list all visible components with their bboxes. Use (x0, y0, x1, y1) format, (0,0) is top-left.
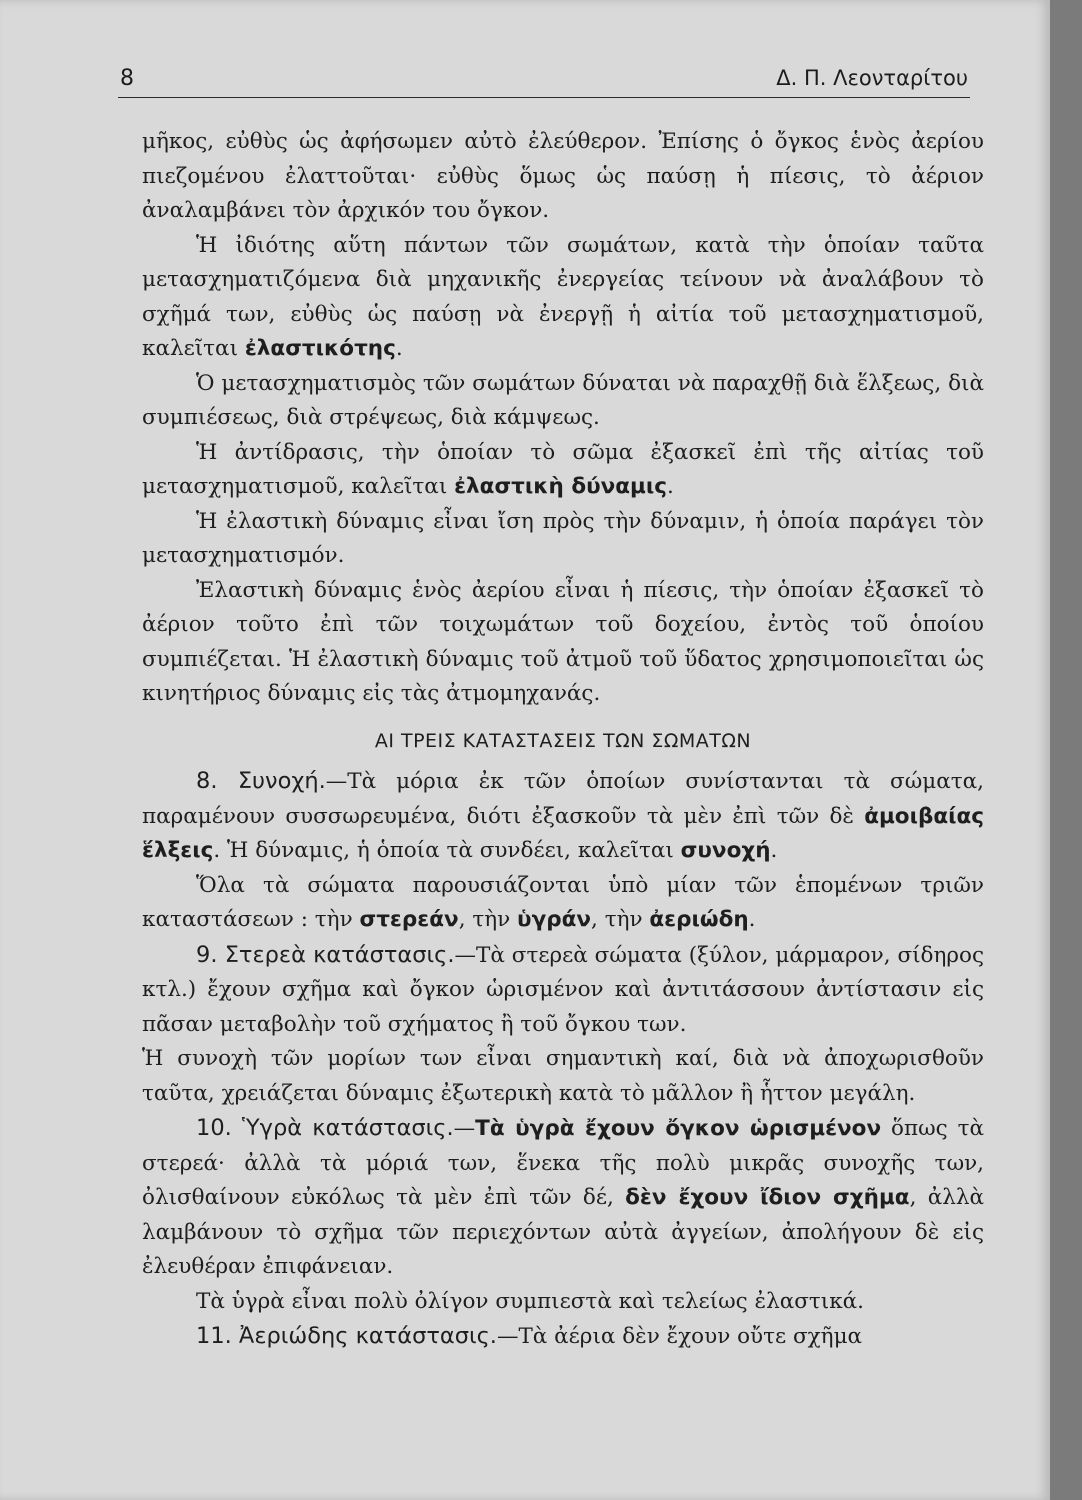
section-10: 10. Ὑγρὰ κατάστασις.—Τὰ ὑγρὰ ἔχουν ὄγκον ὡρισμένον ὅπως τὰ στερεά· ἀλλὰ τὰ μόριά των, ἕνεκα τῆς πολὺ μικρᾶς συνοχῆς των, ὀλισθαίνουν εὐκόλως τὰ μὲν ἐπὶ τῶν δέ, δὲν ἔχουν ἴδιον σχῆμα, ἀλλὰ λαμβάνουν τὸ σχῆμα τῶν περιεχόντων αὐτὰ ἀγγείων, ἀπολήγουν δὲ εἰς ἐλευθέραν ἐπιφάνειαν. (142, 1115, 984, 1279)
section-11: 11. Ἀεριώδης κατάστασις.—Τὰ ἀέρια δὲν ἔχουν οὔτε σχῆμα (196, 1323, 863, 1349)
paragraph: Ὁ μετασχηματισμὸς τῶν σωμάτων δύναται νὰ παραχθῇ διὰ ἕλξεως, διὰ συμπιέσεως, διὰ στρέψεως, διὰ κάμψεως. (142, 370, 984, 430)
running-head: Δ. Π. Λεονταρίτου (776, 66, 968, 90)
header-rule (118, 97, 970, 98)
page-header (118, 60, 968, 98)
paragraph: Ἐλαστικὴ δύναμις ἑνὸς ἀερίου εἶναι ἡ πίεσις, τὴν ὁποίαν ἐξασκεῖ τὸ ἀέριον τοῦτο ἐπὶ τῶν τοιχωμάτων τοῦ δοχείου, ἐντὸς τοῦ ὁποίου συμπιέζεται. Ἡ ἐλαστικὴ δύναμις τοῦ ἀτμοῦ τοῦ ὕδατος χρησιμοποιεῖται ὡς κινητήριος δύναμις εἰς τὰς ἀτμομηχανάς. (142, 577, 984, 706)
term-bold: ἐλαστικὴ δύναμις (454, 474, 667, 499)
section-8-heading: 8. Συνοχή. (196, 768, 326, 794)
paragraph: μῆκος, εὐθὺς ὡς ἀφήσωμεν αὐτὸ ἐλεύθερον. Ἐπίσης ὁ ὄγκος ἑνὸς ἀερίου πιεζομένου ἐλαττοῦται· εὐθὺς ὅμως ὡς παύσῃ ἡ πίεσις, τὸ ἀέριον ἀναλαμβάνει τὸν ἀρχικόν του ὄγκον. (142, 129, 984, 223)
paragraph: Ἡ ἀντίδρασις, τὴν ὁποίαν τὸ σῶμα ἐξασκεῖ ἐπὶ τῆς αἰτίας τοῦ μετασχηματισμοῦ, καλεῖται ἐλαστικὴ δύναμις. (142, 439, 984, 499)
page-number: 8 (120, 66, 134, 91)
paragraph: Ἡ ἐλαστικὴ δύναμις εἶναι ἴση πρὸς τὴν δύναμιν, ἡ ὁποία παράγει τὸν μετασχηματισμόν. (142, 508, 984, 568)
section-10-heading: 10. Ὑγρὰ κατάστασις. (196, 1115, 454, 1141)
paragraph: Τὰ ὑγρὰ εἶναι πολὺ ὀλίγον συμπιεστὰ καὶ τελείως ἐλαστικά. (196, 1288, 865, 1314)
paragraph: Ἡ ἰδιότης αὕτη πάντων τῶν σωμάτων, κατὰ τὴν ὁποίαν ταῦτα μετασχηματιζόμενα διὰ μηχανικῆς ἐνεργείας τείνουν νὰ ἀναλάβουν τὸ σχῆμά των, εὐθὺς ὡς παύσῃ νὰ ἐνεργῇ ἡ αἰτία τοῦ μετασχηματισμοῦ, καλεῖται ἐλαστικότης. (142, 232, 984, 361)
section-9: 9. Στερεὰ κατάστασις.—Τὰ στερεὰ σώματα (ξύλον, μάρμαρον, σίδηρος κτλ.) ἔχουν σχῆμα καὶ ὄγκον ὡρισμένον καὶ ἀντιτάσσουν ἀντίστασιν εἰς πᾶσαν μεταβολὴν τοῦ σχήματος ἢ τοῦ ὄγκου των. (142, 941, 984, 1037)
paragraph: Ἡ συνοχὴ τῶν μορίων των εἶναι σημαντικὴ καί, διὰ νὰ ἀποχωρισθοῦν ταῦτα, χρειάζεται δύναμις ἐξωτερικὴ κατὰ τὸ μᾶλλον ἢ ἧττον μεγάλη. (142, 1046, 984, 1106)
section-11-heading: 11. Ἀεριώδης κατάστασις. (196, 1323, 497, 1349)
section-8: 8. Συνοχή.—Τὰ μόρια ἐκ τῶν ὁποίων συνίστανται τὰ σώματα, παραμένουν συσσωρευμένα, διότι ἐξασκοῦν τὰ μὲν ἐπὶ τῶν δὲ ἀμοιβαίας ἕλξεις. Ἡ δύναμις, ἡ ὁποία τὰ συνδέει, καλεῖται συνοχή. (142, 768, 984, 863)
body-text (142, 125, 984, 1355)
paragraph: Ὅλα τὰ σώματα παρουσιάζονται ὑπὸ μίαν τῶν ἑπομένων τριῶν καταστάσεων : τὴν στερεάν, τὴν ὑγράν, τὴν ἀεριώδη. (142, 872, 984, 932)
section-9-heading: 9. Στερεὰ κατάστασις. (196, 941, 455, 968)
section-title: ΑΙ ΤΡΕΙΣ ΚΑΤΑΣΤΑΣΕΙΣ ΤΩΝ ΣΩΜΑΤΩΝ (374, 729, 752, 752)
term-bold: ἐλαστικότης (244, 336, 396, 361)
